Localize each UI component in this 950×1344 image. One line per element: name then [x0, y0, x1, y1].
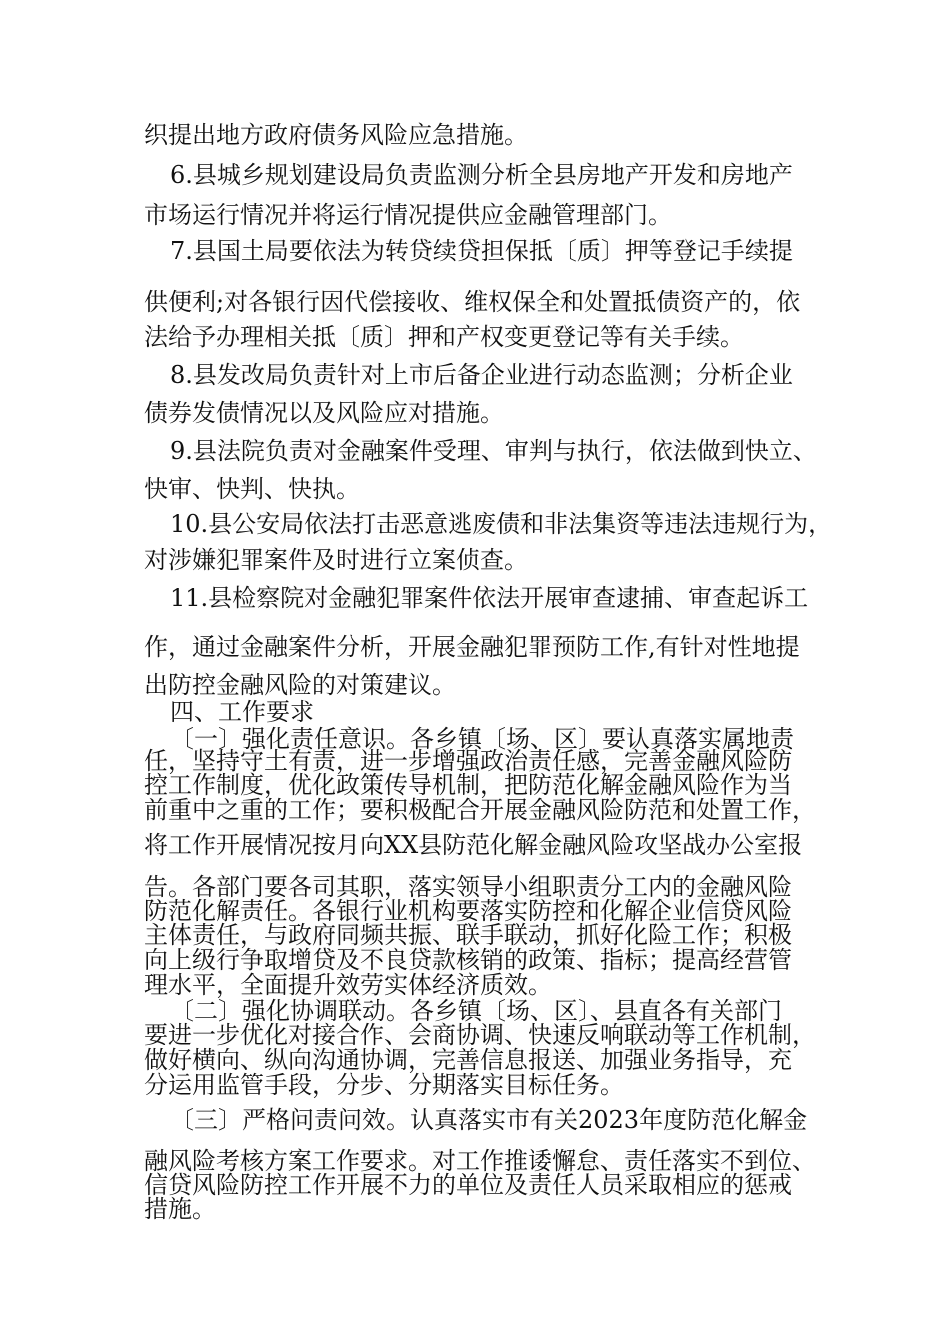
text-line: 作，通过金融案件分析，开展金融犯罪预防工作,有针对性地提 — [144, 633, 800, 661]
text-line: 10.县公安局依法打击恶意逃废债和非法集资等违法违规行为， — [170, 510, 833, 538]
text-line: 11.县检察院对金融犯罪案件依法开展审查逮捕、审查起诉工 — [170, 584, 809, 612]
text-line: 对涉嫌犯罪案件及时进行立案侦查。 — [144, 546, 528, 574]
text-line: 告。各部门要各司其职，落实领导小组职责分工内的金融风险 — [144, 873, 792, 901]
text-line: 将工作开展情况按月向XX县防范化解金融风险攻坚战办公室报 — [144, 831, 803, 859]
text-line: 7.县国土局要依法为转贷续贷担保抵〔质〕押等登记手续提 — [170, 237, 793, 265]
text-line: 〔一〕强化责任意识。各乡镇〔场、区〕要认真落实属地责 — [170, 725, 794, 753]
text-line: 〔二〕强化协调联动。各乡镇〔场、区〕、县直各有关部门 — [170, 997, 782, 1025]
text-line: 要进一步优化对接合作、会商协调、快速反响联动等工作机制， — [144, 1021, 816, 1049]
text-line: 快审、快判、快执。 — [144, 475, 360, 503]
text-line: 9.县法院负责对金融案件受理、审判与执行，依法做到快立、 — [170, 437, 817, 465]
text-line: 融风险考核方案工作要求。对工作推诿懈怠、责任落实不到位、 — [144, 1147, 816, 1175]
text-line: 任，坚持守土有责，进一步增强政治责任感，完善金融风险防 — [144, 747, 792, 775]
text-line: 主体责任，与政府同频共振、联手联动，抓好化险工作；积极 — [144, 921, 792, 949]
text-line: 防范化解责任。各银行业机构要落实防控和化解企业信贷风险 — [144, 897, 792, 925]
text-line: 理水平，全面提升效劳实体经济质效。 — [144, 971, 552, 999]
text-line: 做好横向、纵向沟通协调，完善信息报送、加强业务指导，充 — [144, 1046, 792, 1074]
text-line: 向上级行争取增贷及不良贷款核销的政策、指标；提高经营管 — [144, 946, 792, 974]
text-line: 前重中之重的工作；要积极配合开展金融风险防范和处置工作， — [144, 796, 816, 824]
text-line: 织提出地方政府债务风险应急措施。 — [144, 121, 528, 149]
text-line: 6.县城乡规划建设局负责监测分析全县房地产开发和房地产 — [170, 161, 793, 189]
text-line: 市场运行情况并将运行情况提供应金融管理部门。 — [144, 201, 672, 229]
text-line: 出防控金融风险的对策建议。 — [144, 671, 456, 699]
text-line: 措施。 — [144, 1195, 216, 1223]
text-line: 分运用监管手段，分步、分期落实目标任务。 — [144, 1071, 624, 1099]
text-line: 债券发债情况以及风险应对措施。 — [144, 399, 504, 427]
text-line: 供便利;对各银行因代偿接收、维权保全和处置抵债资产的，依 — [144, 288, 801, 316]
text-line: 信贷风险防控工作开展不力的单位及责任人员采取相应的惩戒 — [144, 1171, 792, 1199]
text-line: 〔三〕严格问责问效。认真落实市有关2023年度防范化解金 — [170, 1106, 808, 1134]
text-line: 法给予办理相关抵〔质〕押和产权变更登记等有关手续。 — [144, 323, 744, 351]
text-line: 控工作制度，优化政策传导机制，把防范化解金融风险作为当 — [144, 771, 792, 799]
text-line: 8.县发改局负责针对上市后备企业进行动态监测；分析企业 — [170, 361, 793, 389]
section-heading: 四、工作要求 — [170, 698, 314, 726]
